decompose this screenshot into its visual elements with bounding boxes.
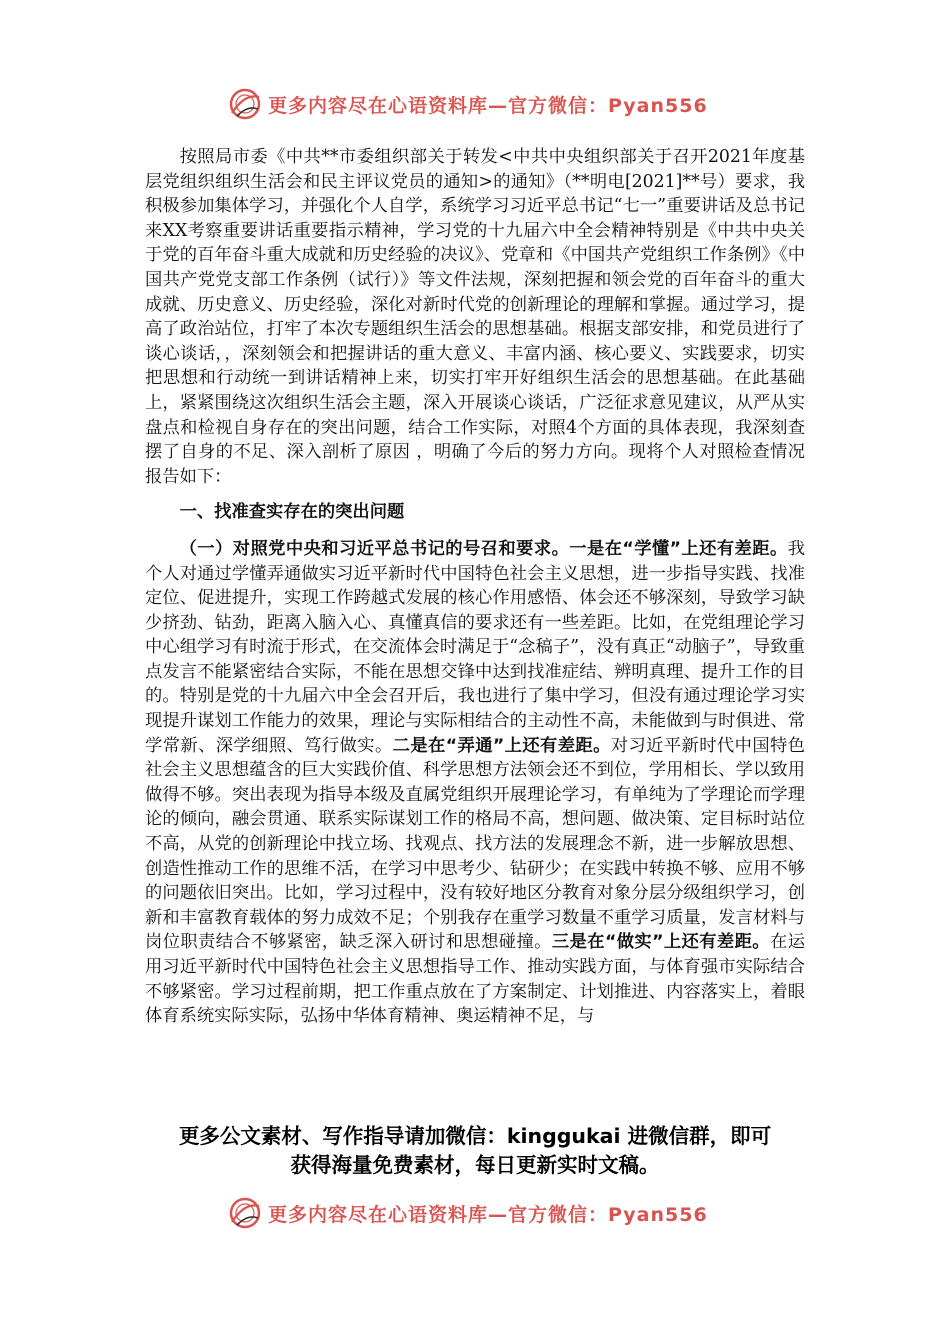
point-two-bold: 二是在“弄通”上还有差距。	[392, 735, 611, 756]
section-heading: 一、找准查实存在的突出问题	[179, 502, 405, 523]
section-paragraph	[145, 537, 805, 1029]
paragraph-text: 在运用习近平新时代中国特色社会主义思想指导工作、推动实践方面，与体育强市实际结合不够紧密。学习过程前期，把工作重点放在了方案制定、计划推进、内容落实上，着眼体育系统实际实际，弘扬中华体育精神、奥运精神不足，与	[145, 932, 805, 1027]
watermark-header	[228, 84, 728, 124]
promo-line-1: 更多公文素材、写作指导请加微信：kinggukai 进微信群，即可	[178, 1124, 772, 1148]
paragraph-text: 对习近平新时代中国特色社会主义思想蕴含的巨大实践价值、科学思想方法领会还不到位，学用相长、学以致用做得不够。突出表现为指导本级及直属党组织开展理论学习，有单纯为了学理论而学理论的倾向，融会贯通、联系实际谋划工作的格局不高，想问题、做决策、定目标时站位不高，从党的创新理论中找立场、找观点、找方法的发展理念不新，进一步解放思想、创造性推动工作的思维不活，在学习中思考少、钻研少；在实践中转换不够、应用不够的问题依旧突出。比如，学习过程中，没有较好地区分教育对象分层分级组织学习，创新和丰富教育载体的努力成效不足；个别我存在重学习数量不重学习质量，发言材料与岗位职责结合不够紧密，缺乏深入研讨和思想碰撞。	[145, 735, 805, 953]
intro-paragraph: 按照局市委《中共**市委组织部关于转发<中共中央组织部关于召开2021年度基层党组织组织生活会和民主评议党员的通知>的通知》（**明电[2021]**号）要求，我积极参加集体学习，并强化个人自学，系统学习习近平总书记“七一”重要讲话及总书记来XX考察重要讲话重要指示精神，学习党的十九届六中全会精神特别是《中共中央关于党的百年奋斗重大成就和历史经验的决议》、党章和《中国共产党组织工作条例》《中国共产党党支部工作条例（试行）》等文件法规，深刻把握和领会党的百年奋斗的重大成就、历史意义、历史经验，深化对新时代党的创新理论的理解和掌握。通过学习，提高了政治站位，打牢了本次专题组织生活会的思想基础。根据支部安排，和党员进行了谈心谈话，，深刻领会和把握讲话的重大意义、丰富内涵、核心要义、实践要求，切实把思想和行动统一到讲话精神上来，切实打牢开好组织生活会的思想基础。在此基础上，紧紧围绕这次组织生活会主题，深入开展谈心谈话，广泛征求意见建议，从严从实盘点和检视自身存在的突出问题，结合工作实际，对照4个方面的具体表现，我深刻查摆了自身的不足、深入剖析了原因 ，明确了今后的努力方向。现将个人对照检查情况报告如下：	[145, 147, 805, 487]
watermark-text: 更多内容尽在心语资料库—官方微信：Pyan556	[268, 1203, 708, 1226]
subheading-bold: （一）对照党中央和习近平总书记的号召和要求。一是在“学懂”上还有差距。	[179, 538, 788, 559]
document-body	[145, 145, 805, 1029]
seal-logo-icon	[228, 1196, 262, 1230]
seal-logo-icon	[228, 87, 262, 121]
promo-banner	[120, 1122, 830, 1180]
promo-line-2: 获得海量免费素材，每日更新实时文稿。	[290, 1153, 660, 1177]
paragraph-text: 我个人对通过学懂弄通做实习近平新时代中国特色社会主义思想，进一步指导实践、找准定位、促进提升，实现工作跨越式发展的核心作用感悟、体会还不够深刻，导致学习缺少挤劲、钻劲，距离入脑入心、真懂真信的要求还有一些差距。比如，在党组理论学习中心组学习有时流于形式，在交流体会时满足于“念稿子”，没有真正“动脑子”，导致重点发言不能紧密结合实际，不能在思想交锋中达到找准症结、辨明真理、提升工作的目的。特别是党的十九届六中全会召开后，我也进行了集中学习，但没有通过理论学习实现提升谋划工作能力的效果，理论与实际相结合的主动性不高，未能做到与时俱进、常学常新、深学细照、笃行做实。	[145, 538, 805, 756]
point-three-bold: 三是在“做实”上还有差距。	[551, 932, 770, 953]
watermark-text: 更多内容尽在心语资料库—官方微信：Pyan556	[268, 94, 708, 117]
watermark-footer	[228, 1193, 728, 1233]
